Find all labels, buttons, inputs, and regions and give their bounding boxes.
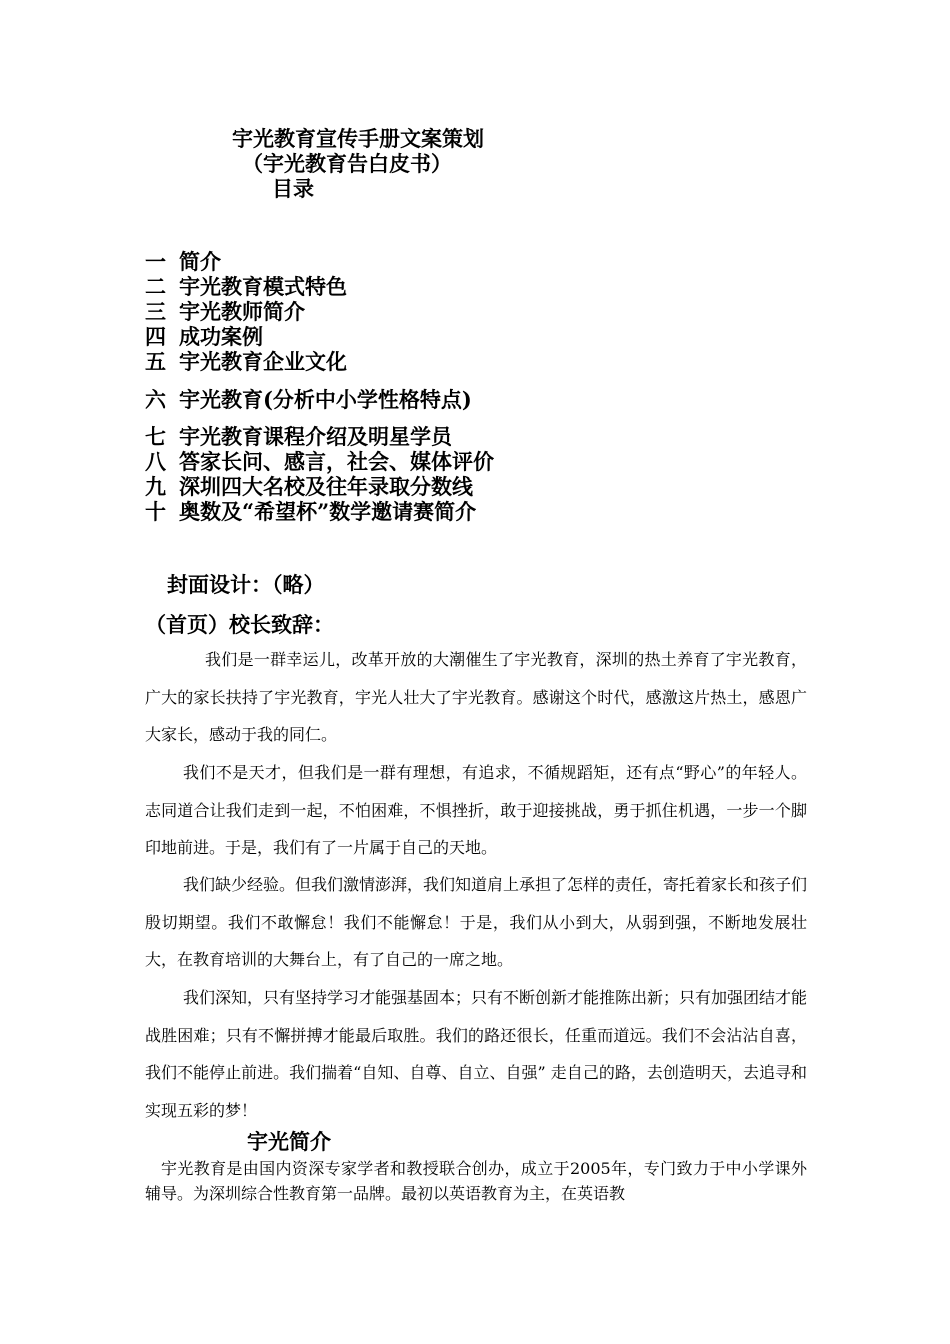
toc-item	[145, 499, 476, 524]
toc-item-text: 宇光教育企业文化	[179, 349, 347, 374]
toc-item	[145, 449, 494, 474]
toc-item-number: 九	[145, 474, 166, 499]
welcome-paragraph: 我们深知，只有坚持学习才能强基固本；只有不断创新才能推陈出新；只有加强团结才能战胜困难；只有不懈拼搏才能最后取胜。我们的路还很长，任重而道远。我们不会沾沾自喜，我们不能停止前进。我们揣着“自知、自尊、自立、自强” 走自己的路，去创造明天，去追寻和实现五彩的梦！	[145, 988, 808, 1120]
toc-item-text: 宇光教育模式特色	[179, 274, 347, 299]
toc-item	[145, 474, 473, 499]
toc-item-number: 四	[145, 324, 166, 349]
cover-design-label: 封面设计：（略）	[167, 572, 325, 597]
toc-item	[145, 299, 305, 324]
toc-item-text: 宇光教育(分析中小学性格特点)	[179, 387, 472, 412]
intro-paragraph: 宇光教育是由国内资深专家学者和教授联合创办，成立于2005年，专门致力于中小学课外辅导。为深圳综合性教育第一品牌。最初以英语教育为主，在英语教	[145, 1159, 807, 1203]
toc-item-text: 深圳四大名校及往年录取分数线	[179, 474, 473, 499]
toc-item-number: 十	[145, 499, 166, 524]
toc-item	[145, 324, 263, 349]
toc-item	[145, 249, 221, 274]
toc-item-text: 简介	[179, 249, 221, 274]
welcome-paragraph: 我们缺少经验。但我们激情澎湃，我们知道肩上承担了怎样的责任，寄托着家长和孩子们殷切期望。我们不敢懈怠！我们不能懈怠！于是，我们从小到大，从弱到强，不断地发展壮大，在教育培训的大舞台上，有了自己的一席之地。	[145, 875, 808, 969]
toc-item	[145, 274, 347, 299]
welcome-heading: （首页）校长致辞：	[145, 612, 334, 637]
welcome-paragraph: 我们不是天才，但我们是一群有理想，有追求，不循规蹈矩，还有点“野心”的年轻人。志同道合让我们走到一起，不怕困难，不惧挫折，敢于迎接挑战，勇于抓住机遇，一步一个脚印地前进。于是，我们有了一片属于自己的天地。	[145, 763, 807, 857]
toc-item-text: 奥数及“希望杯”数学邀请赛简介	[179, 499, 477, 524]
toc-item-text: 成功案例	[179, 324, 263, 349]
toc-heading: 目录	[272, 176, 314, 201]
toc-item	[145, 387, 472, 412]
welcome-paragraph: 我们是一群幸运儿，改革开放的大潮催生了宇光教育，深圳的热土养育了宇光教育，广大的家长扶持了宇光教育，宇光人壮大了宇光教育。感谢这个时代，感激这片热土，感恩广大家长，感动于我的同仁。	[145, 650, 807, 744]
toc-item	[145, 424, 452, 449]
toc-item	[145, 349, 347, 374]
intro-heading: 宇光简介	[247, 1129, 331, 1154]
toc-item-number: 八	[145, 449, 166, 474]
document-subtitle: （宇光教育告白皮书）	[242, 151, 452, 176]
toc-item-number: 一	[145, 249, 166, 274]
toc-item-number: 三	[145, 299, 166, 324]
toc-item-text: 宇光教育课程介绍及明星学员	[179, 424, 452, 449]
toc-item-number: 六	[145, 387, 166, 412]
toc-item-number: 二	[145, 274, 166, 299]
toc-item-number: 七	[145, 424, 166, 449]
toc-item-text: 宇光教师简介	[179, 299, 305, 324]
document-title: 宇光教育宣传手册文案策划	[232, 126, 484, 151]
toc-item-number: 五	[145, 349, 166, 374]
toc-item-text: 答家长问、感言，社会、媒体评价	[179, 449, 494, 474]
